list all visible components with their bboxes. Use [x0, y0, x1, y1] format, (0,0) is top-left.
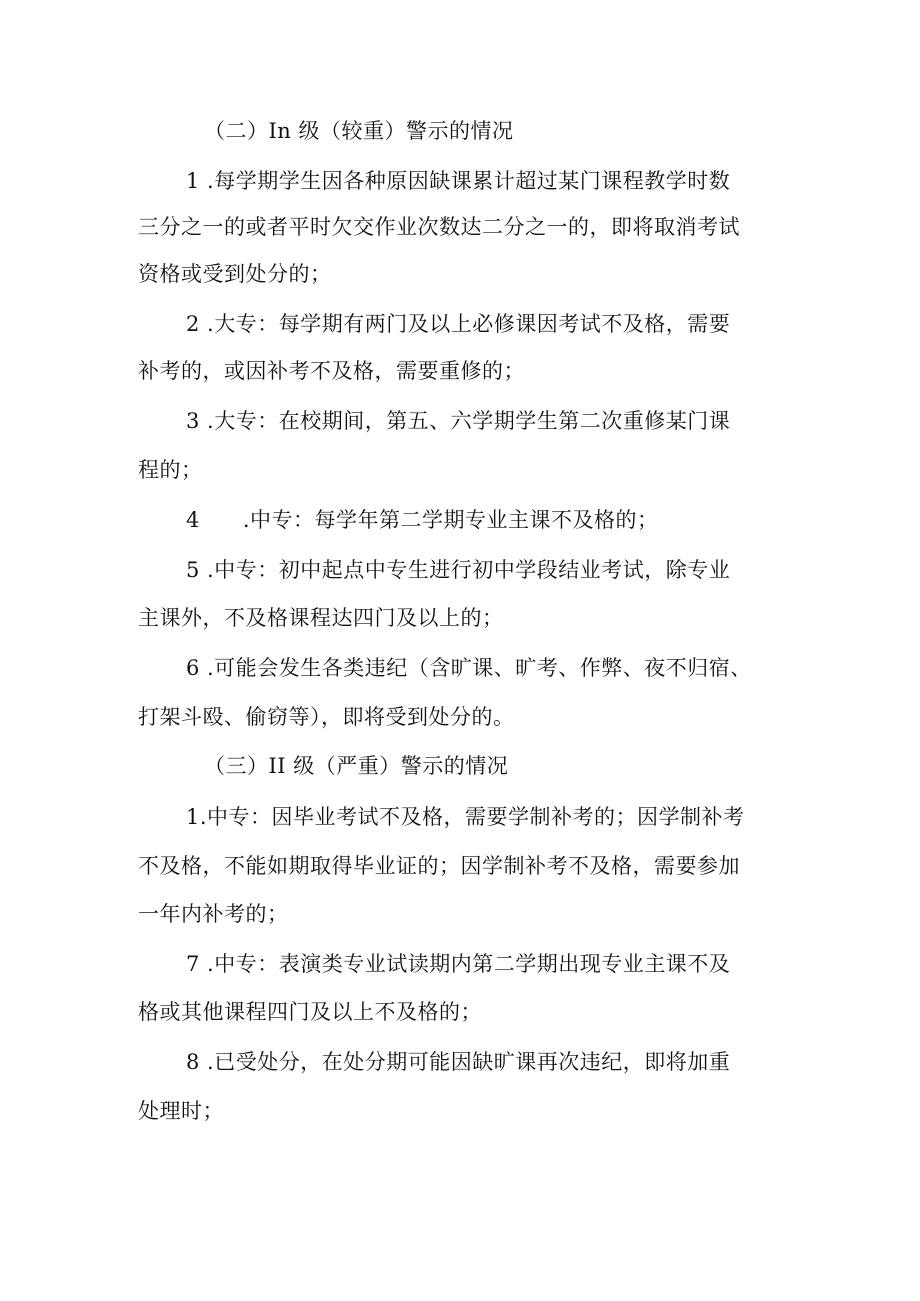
paragraph-line: 6 .可能会发生各类违纪（含旷课、旷考、作弊、夜不归宿、 — [186, 656, 752, 680]
paragraph-line: 打架斗殴、偷窃等），即将受到处分的。 — [138, 705, 515, 729]
paragraph-line: 一年内补考的； — [138, 902, 289, 926]
section-heading-level-2: （三）II 级（严重）警示的情况 — [204, 754, 509, 778]
paragraph-line: 补考的，或因补考不及格，需要重修的； — [138, 359, 525, 383]
paragraph-line: 主课外，不及格课程达四门及以上的； — [138, 606, 504, 630]
paragraph-line: 1 .每学期学生因各种原因缺课累计超过某门课程教学时数 — [186, 169, 731, 193]
paragraph-line: 三分之一的或者平时欠交作业次数达二分之一的，即将取消考试 — [138, 215, 740, 239]
paragraph-line: 资格或受到处分的； — [138, 262, 332, 286]
paragraph-line: 7 .中专：表演类专业试读期内第二学期出现专业主课不及 — [186, 952, 731, 976]
paragraph-line: 8 .已受处分，在处分期可能因缺旷课再次违纪，即将加重 — [186, 1050, 731, 1074]
paragraph-line: 5 .中专：初中起点中专生进行初中学段结业考试，除专业 — [186, 558, 731, 582]
paragraph-line: 1.中专：因毕业考试不及格，需要学制补考的；因学制补考 — [186, 805, 745, 829]
paragraph-line: 程的； — [138, 458, 203, 482]
section-heading-level-3: （二）In 级（较重）警示的情况 — [204, 119, 514, 143]
paragraph-line: 格或其他课程四门及以上不及格的； — [138, 1000, 482, 1024]
paragraph-line: 4 .中专：每学年第二学期专业主课不及格的； — [186, 508, 659, 532]
paragraph-line: 3 .大专：在校期间，第五、六学期学生第二次重修某门课 — [186, 409, 731, 433]
paragraph-line: 不及格，不能如期取得毕业证的；因学制补考不及格，需要参加 — [138, 854, 740, 878]
paragraph-line: 2 .大专：每学期有两门及以上必修课因考试不及格，需要 — [186, 312, 731, 336]
paragraph-line: 处理时； — [138, 1099, 224, 1123]
